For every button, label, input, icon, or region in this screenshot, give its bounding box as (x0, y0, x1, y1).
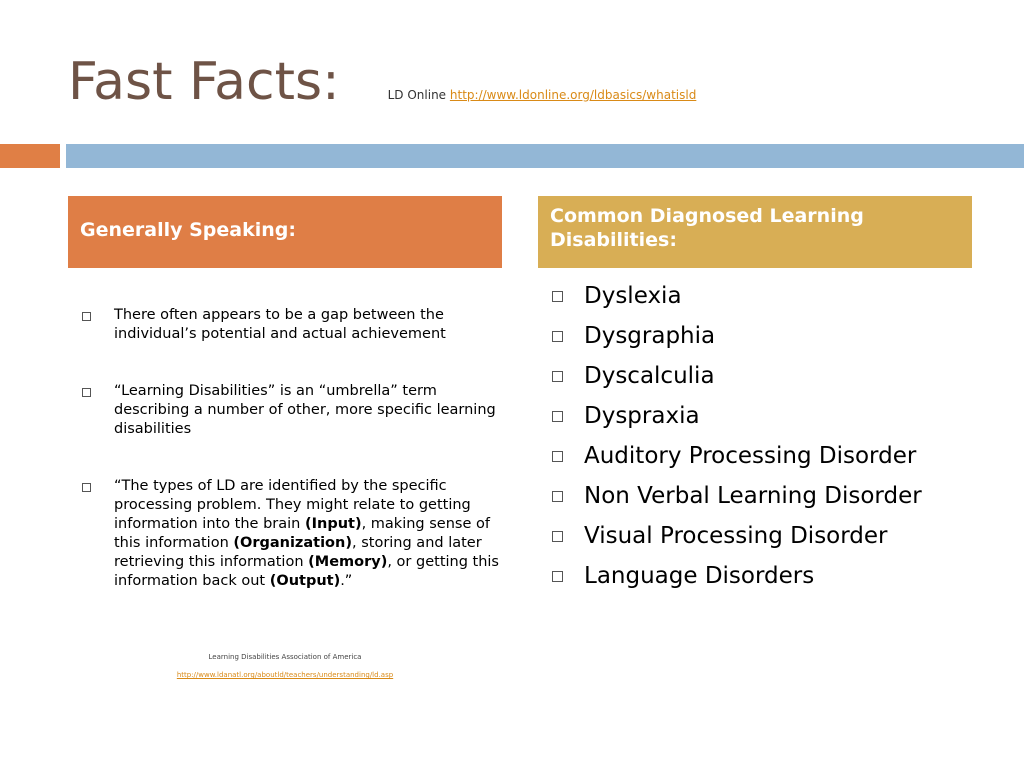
quote-bold-organization: (Organization) (233, 535, 352, 551)
accent-bar-orange (0, 144, 60, 168)
accent-bar-blue (66, 144, 1024, 168)
slide-title: Fast Facts: (68, 52, 340, 112)
square-bullet-icon (82, 388, 91, 397)
quote-text: , making sense of this information (114, 516, 490, 551)
quote-text: .” (340, 573, 353, 589)
right-column-header: Common Diagnosed Learning Disabilities: (538, 196, 972, 268)
square-bullet-icon (552, 451, 563, 462)
source-link[interactable]: http://www.ldonline.org/ldbasics/whatisld (449, 88, 697, 102)
quote-bold-memory: (Memory) (308, 554, 388, 570)
square-bullet-icon (82, 483, 91, 492)
disability-name: Non Verbal Learning Disorder (584, 483, 922, 509)
disability-name: Visual Processing Disorder (584, 523, 888, 549)
bullet-quote (114, 478, 499, 589)
quote-text: “The types of LD are identified by the specific processing problem. They might relate to getting information into the brain (114, 478, 471, 532)
list-item (550, 516, 990, 556)
disability-name: Dyslexia (584, 283, 682, 309)
left-column-header: Generally Speaking: (68, 196, 502, 268)
list-item (80, 477, 500, 591)
list-item (550, 276, 990, 316)
source-label: LD Online (387, 88, 447, 102)
disability-name: Dyscalculia (584, 363, 715, 389)
list-item (550, 476, 990, 516)
square-bullet-icon (552, 571, 563, 582)
bullet-text: There often appears to be a gap between the individual’s potential and actual achievement (114, 307, 446, 342)
disability-name: Dysgraphia (584, 323, 716, 349)
list-item (550, 436, 990, 476)
list-item (550, 356, 990, 396)
square-bullet-icon (552, 331, 563, 342)
bullet-text: “Learning Disabilities” is an “umbrella” term describing a number of other, more specific learning disabilities (114, 383, 496, 437)
credit-url[interactable] (100, 671, 470, 679)
square-bullet-icon (552, 371, 563, 382)
quote-bold-output: (Output) (269, 573, 341, 589)
disability-name: Dyspraxia (584, 403, 700, 429)
quote-bold-input: (Input) (304, 516, 362, 532)
right-bullet-list (550, 276, 990, 596)
credit-organization: Learning Disabilities Association of America (208, 653, 362, 661)
square-bullet-icon (552, 411, 563, 422)
quote-text: , or getting this information back out (114, 554, 499, 589)
disability-name: Language Disorders (584, 563, 815, 589)
list-item (550, 396, 990, 436)
list-item (550, 556, 990, 596)
quote-text: , storing and later retrieving this information (114, 535, 482, 570)
source-citation (388, 88, 697, 102)
title-row (68, 52, 696, 116)
left-bullet-list (80, 306, 500, 629)
disability-name: Auditory Processing Disorder (584, 443, 917, 469)
square-bullet-icon (552, 491, 563, 502)
square-bullet-icon (82, 312, 91, 321)
credit-link[interactable]: http://www.ldanatl.org/aboutld/teachers/understanding/ld.asp (176, 671, 394, 679)
square-bullet-icon (552, 291, 563, 302)
square-bullet-icon (552, 531, 563, 542)
list-item (80, 382, 500, 439)
list-item (80, 306, 500, 344)
list-item (550, 316, 990, 356)
